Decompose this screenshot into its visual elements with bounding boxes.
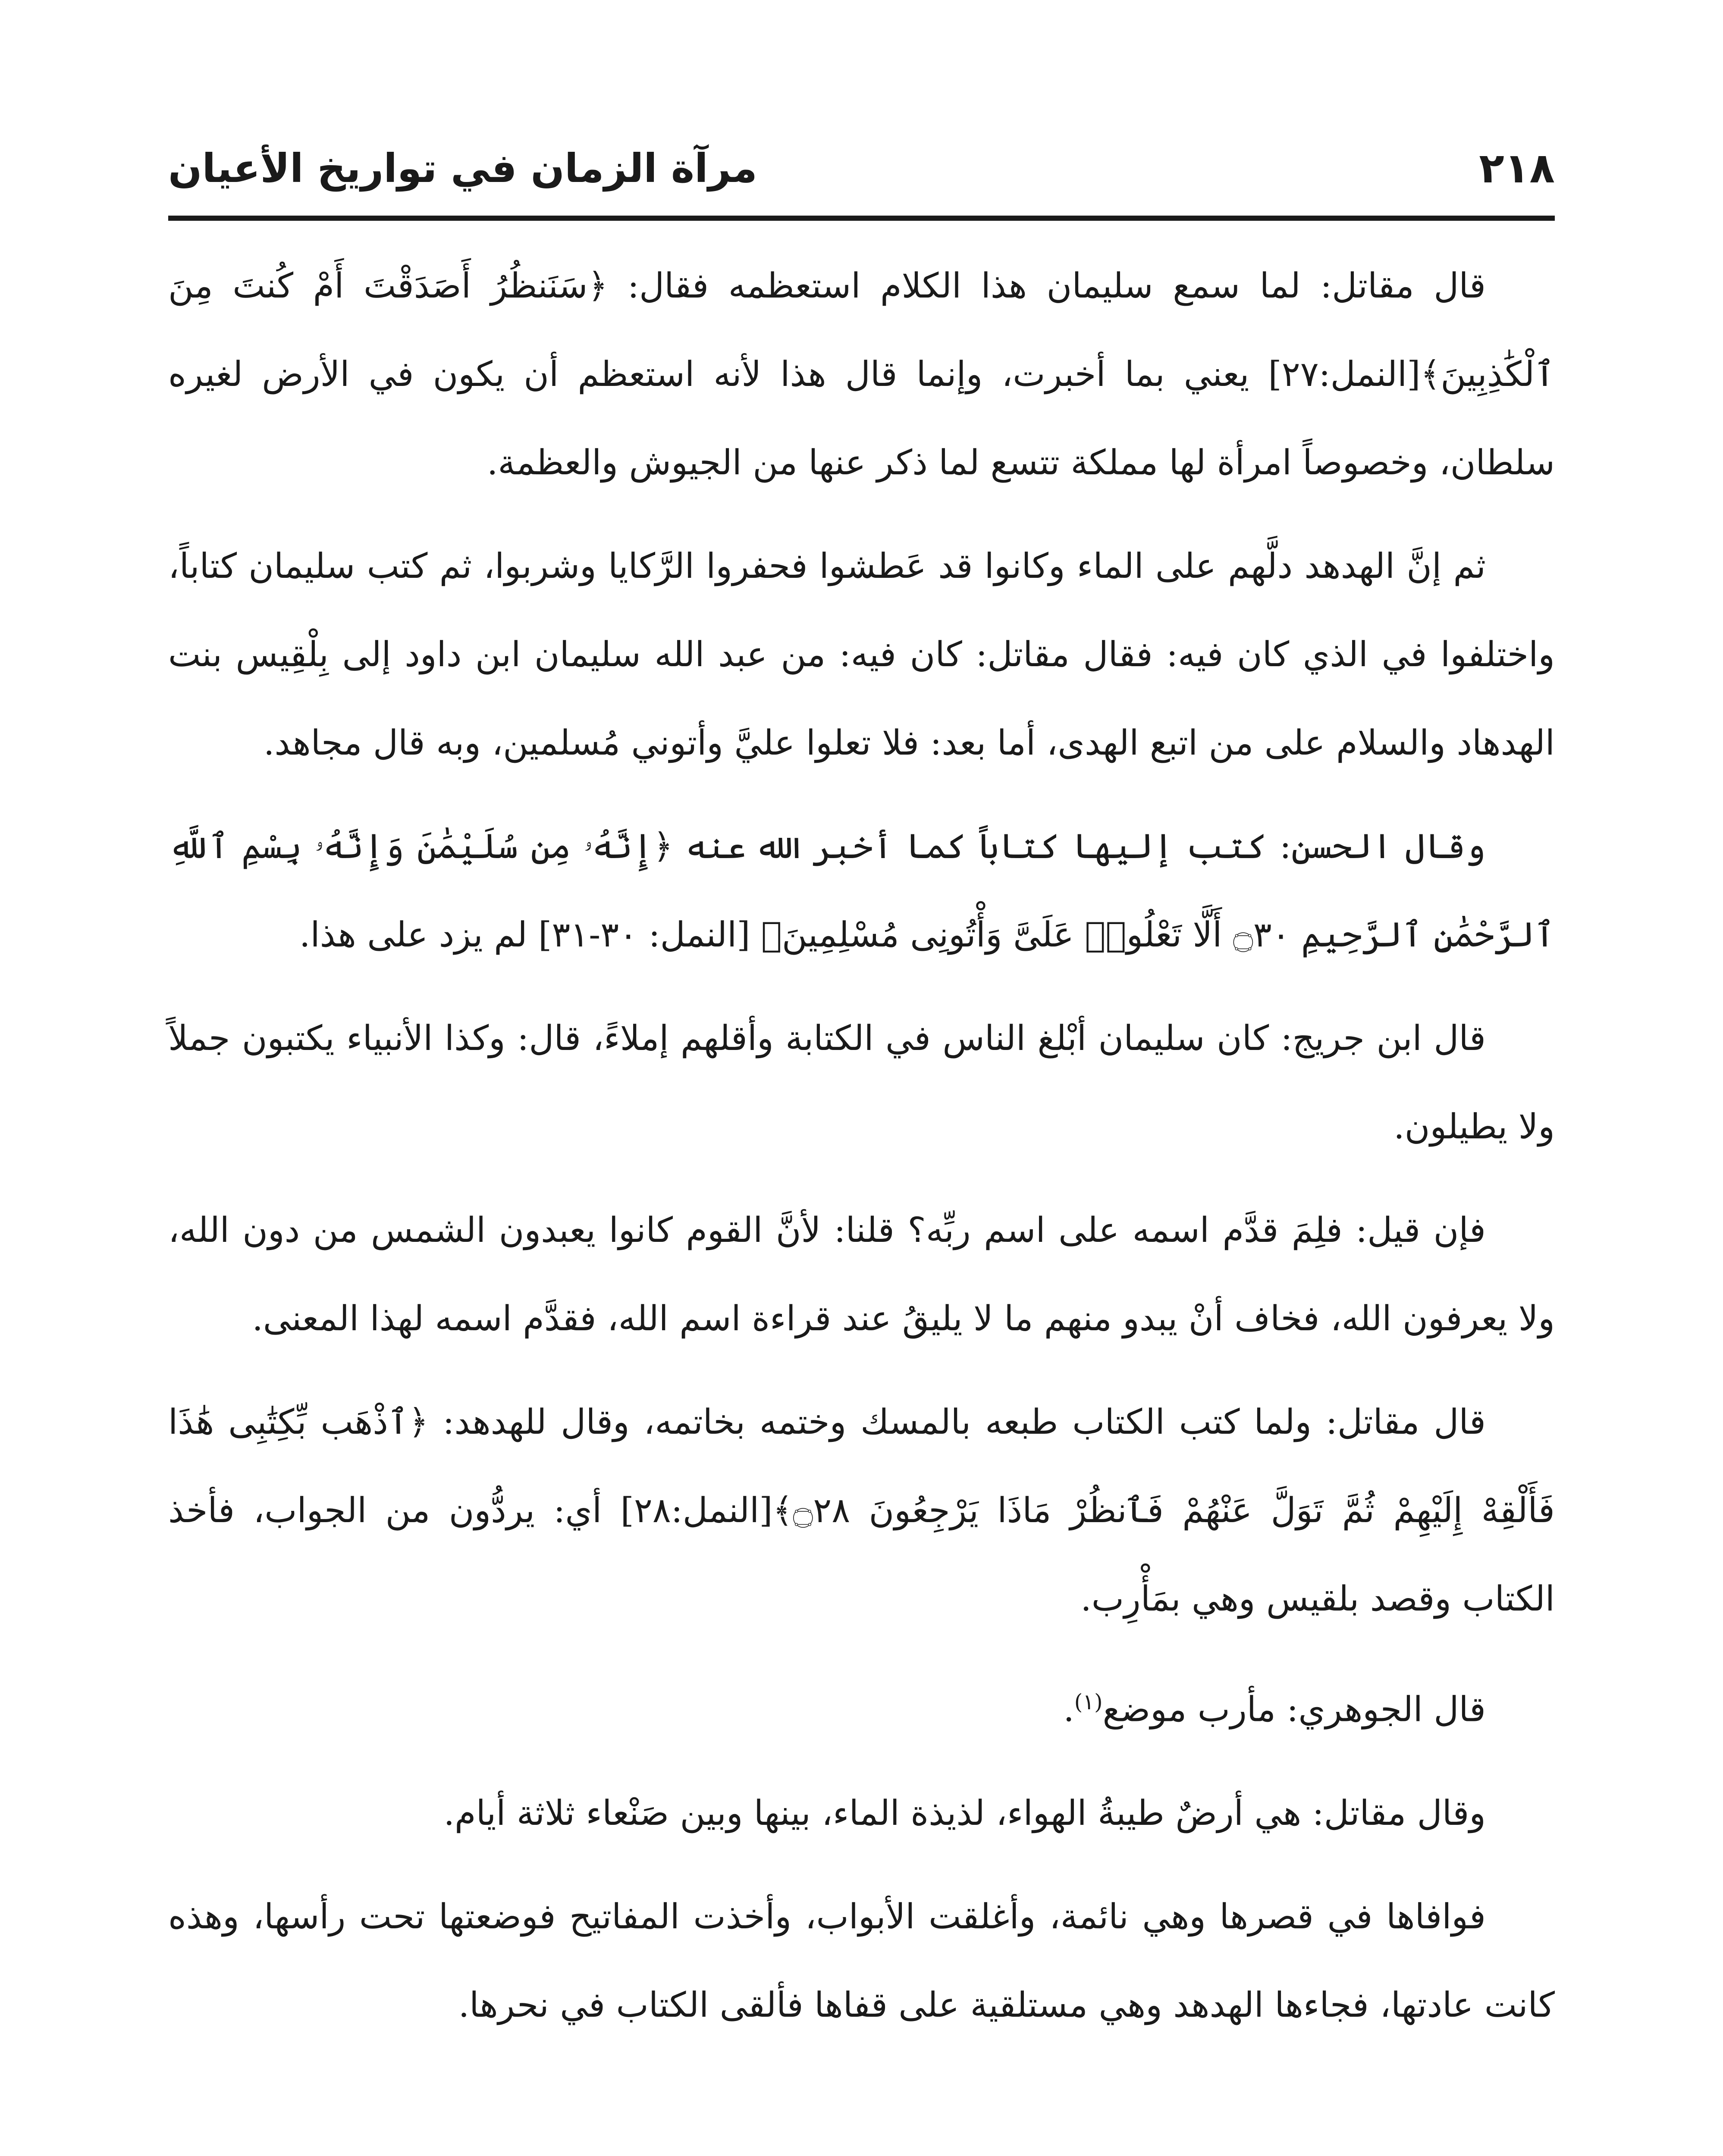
paragraph-9: فوافاها في قصرها وهي نائمة، وأغلقت الأبواب، وأخذت المفاتيح فوضعتها تحت رأسها، وهذه كانت عادتها، فجاءها الهدهد وهي مستلقية على قفاها فألقى الكتاب في نحرها. xyxy=(168,1896,1555,2025)
page-number: ٢١٨ xyxy=(1479,144,1555,192)
running-title: مرآة الزمان في تواريخ الأعيان xyxy=(168,145,757,191)
paragraph-3: وقال الحسن: كتب إليها كتاباً كما أخبر الله عنه ﴿إِنَّهُۥ مِن سُلَيْمَٰنَ وَإِنَّهُۥ بِسْمِ ٱللَّهِ ٱلرَّحْمَٰنِ ٱلرَّحِيمِ ۝٣٠ أَلَّا تَعْلُوا۟ عَلَىَّ وَأْتُونِى مُسْلِمِينَ﴾ [النمل: ٣٠-٣١] لم يزد على هذا. xyxy=(168,826,1555,955)
paragraph-1: قال مقاتل: لما سمع سليمان هذا الكلام استعظمه فقال: ﴿سَنَنظُرُ أَصَدَقْتَ أَمْ كُنتَ مِنَ ٱلْكَٰذِبِينَ﴾[النمل:٢٧] يعني بما أخبرت، وإنما قال هذا لأنه استعظم أن يكون في الأرض لغيره سلطان، وخصوصاً امرأة لها مملكة تتسع لما ذكر عنها من الجيوش والعظمة. xyxy=(168,266,1555,483)
paragraph-2: ثم إنَّ الهدهد دلَّهم على الماء وكانوا قد عَطشوا فحفروا الرَّكايا وشربوا، ثم كتب سليمان كتاباً، واختلفوا في الذي كان فيه: فقال مقاتل: كان فيه: من عبد الله سليمان ابن داود إلى بِلْقِيس بنت الهدهاد والسلام على من اتبع الهدى، أما بعد: فلا تعلوا عليَّ وأتوني مُسلمين، وبه قال مجاهد. xyxy=(168,546,1555,763)
paragraph-5: فإن قيل: فلِمَ قدَّم اسمه على اسم ربِّه؟ قلنا: لأنَّ القوم كانوا يعبدون الشمس من دون الله، ولا يعرفون الله، فخاف أنْ يبدو منهم ما لا يليقُ عند قراءة اسم الله، فقدَّم اسمه لهذا المعنى. xyxy=(168,1210,1555,1338)
body-text xyxy=(168,241,1555,2064)
footnote-reference: (١) xyxy=(1074,1689,1103,1714)
paragraph-7-text: قال الجوهري: مأرب موضع xyxy=(1102,1689,1486,1730)
paragraph-7 xyxy=(168,1658,1555,1754)
paragraph-4: قال ابن جريج: كان سليمان أبْلغ الناس في الكتابة وأقلهم إملاءً، قال: وكذا الأنبياء يكتبون جملاً ولا يطيلون. xyxy=(168,1018,1555,1147)
paragraph-7-tail: . xyxy=(1063,1689,1074,1730)
paragraph-6: قال مقاتل: ولما كتب الكتاب طبعه بالمسك وختمه بخاتمه، وقال للهدهد: ﴿ٱذْهَب بِّكِتَٰبِى هَٰذَا فَأَلْقِهْ إِلَيْهِمْ ثُمَّ تَوَلَّ عَنْهُمْ فَٱنظُرْ مَاذَا يَرْجِعُونَ ۝٢٨﴾[النمل:٢٨] أي: يردُّون من الجواب، فأخذ الكتاب وقصد بلقيس وهي بمَأْرِب. xyxy=(168,1402,1555,1619)
page-header xyxy=(168,129,1555,207)
paragraph-8: وقال مقاتل: هي أرضٌ طيبةُ الهواء، لذيذة الماء، بينها وبين صَنْعاء ثلاثة أيام. xyxy=(443,1792,1486,1833)
header-rule xyxy=(168,216,1555,221)
